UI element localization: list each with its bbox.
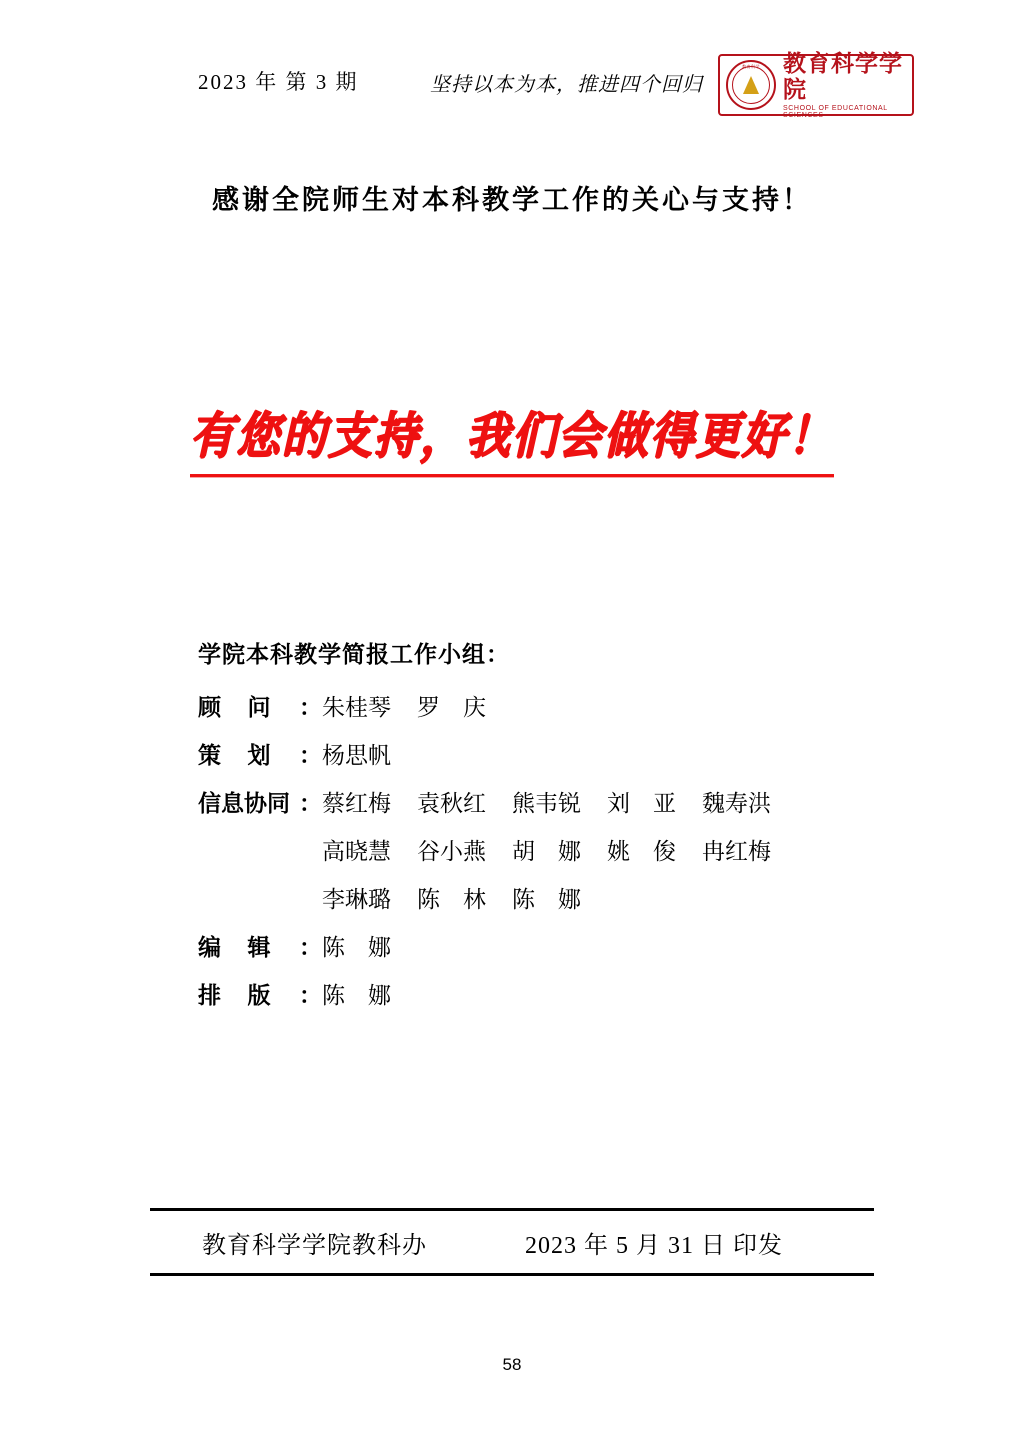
credit-label-colon: ：	[299, 982, 322, 1008]
credit-row	[198, 977, 898, 1010]
credit-values	[322, 833, 771, 866]
credit-label-colon: ：	[299, 742, 322, 768]
credit-label-char2: 划	[247, 742, 271, 768]
page-header	[150, 51, 914, 119]
credit-row	[198, 881, 898, 914]
footer-office: 教育科学学院教科办	[202, 1232, 427, 1259]
school-emblem-icon	[726, 60, 776, 110]
credit-label-colon: ：	[299, 934, 322, 960]
credit-label	[198, 785, 322, 818]
credit-name: 谷小燕	[417, 838, 486, 864]
credit-label-char1: 信息协同	[198, 790, 290, 816]
issue-label: 2023 年 第 3 期	[198, 70, 359, 94]
credit-name: 袁秋红	[417, 790, 486, 816]
credit-label	[198, 689, 322, 722]
credit-label-char2: 版	[247, 982, 271, 1008]
page-footer	[150, 1208, 874, 1276]
thanks-heading: 感谢全院师生对本科教学工作的关心与支持！	[212, 185, 812, 215]
credit-label-colon: ：	[299, 790, 322, 816]
credit-name: 姚 俊	[607, 838, 676, 864]
credits-block	[198, 636, 898, 1025]
credit-name: 魏寿洪	[702, 790, 771, 816]
credit-label-colon: ：	[299, 694, 322, 720]
footer-date: 2023 年 5 月 31 日 印发	[525, 1232, 783, 1259]
credit-name: 高晓慧	[322, 838, 391, 864]
page-number: 58	[502, 1355, 522, 1374]
credit-name: 陈 娜	[512, 886, 581, 912]
credit-values	[322, 689, 486, 722]
credit-values	[322, 929, 391, 962]
credit-label-char1: 顾	[198, 694, 221, 720]
credit-label-char2: 辑	[247, 934, 271, 960]
credit-name: 蔡红梅	[322, 790, 391, 816]
credit-row	[198, 689, 898, 722]
credit-name: 陈 林	[417, 886, 486, 912]
credit-row	[198, 737, 898, 770]
credit-name: 冉红梅	[702, 838, 771, 864]
school-logo	[718, 51, 914, 119]
credit-name: 刘 亚	[607, 790, 676, 816]
credit-label	[198, 737, 322, 770]
logo-text-block	[783, 51, 912, 119]
credit-name: 胡 娜	[512, 838, 581, 864]
credit-name: 陈 娜	[322, 934, 391, 960]
running-title: 坚持以本为本，推进四个回归	[430, 74, 703, 96]
credit-values	[322, 881, 581, 914]
credit-values	[322, 785, 771, 818]
slogan-text: 有您的支持，我们会做得更好！	[190, 396, 834, 478]
credit-label-char1: 编	[198, 934, 221, 960]
credit-name: 杨思帆	[322, 742, 391, 768]
credit-row	[198, 833, 898, 866]
credit-label-char1: 排	[198, 982, 221, 1008]
emblem-flame-icon	[743, 76, 759, 94]
credit-name: 陈 娜	[322, 982, 391, 1008]
logo-chinese-name: 教育科学学院	[783, 51, 903, 102]
credit-row	[198, 785, 898, 818]
credit-label	[198, 977, 322, 1010]
credit-values	[322, 977, 391, 1010]
emblem-micro-text: 教育科学	[742, 64, 760, 69]
credit-name: 熊韦锐	[512, 790, 581, 816]
credit-values	[322, 737, 391, 770]
credits-title: 学院本科教学简报工作小组：	[198, 641, 510, 667]
logo-english-name: SCHOOL OF EDUCATIONAL SCIENCES	[783, 104, 888, 119]
credit-name: 罗 庆	[417, 694, 486, 720]
credit-name: 朱桂琴	[322, 694, 391, 720]
credit-name: 李琳璐	[322, 886, 391, 912]
slogan-block	[0, 400, 1024, 473]
credit-row	[198, 929, 898, 962]
credit-label-char2: 问	[247, 694, 271, 720]
credit-label-char1: 策	[198, 742, 221, 768]
credit-label	[198, 929, 322, 962]
